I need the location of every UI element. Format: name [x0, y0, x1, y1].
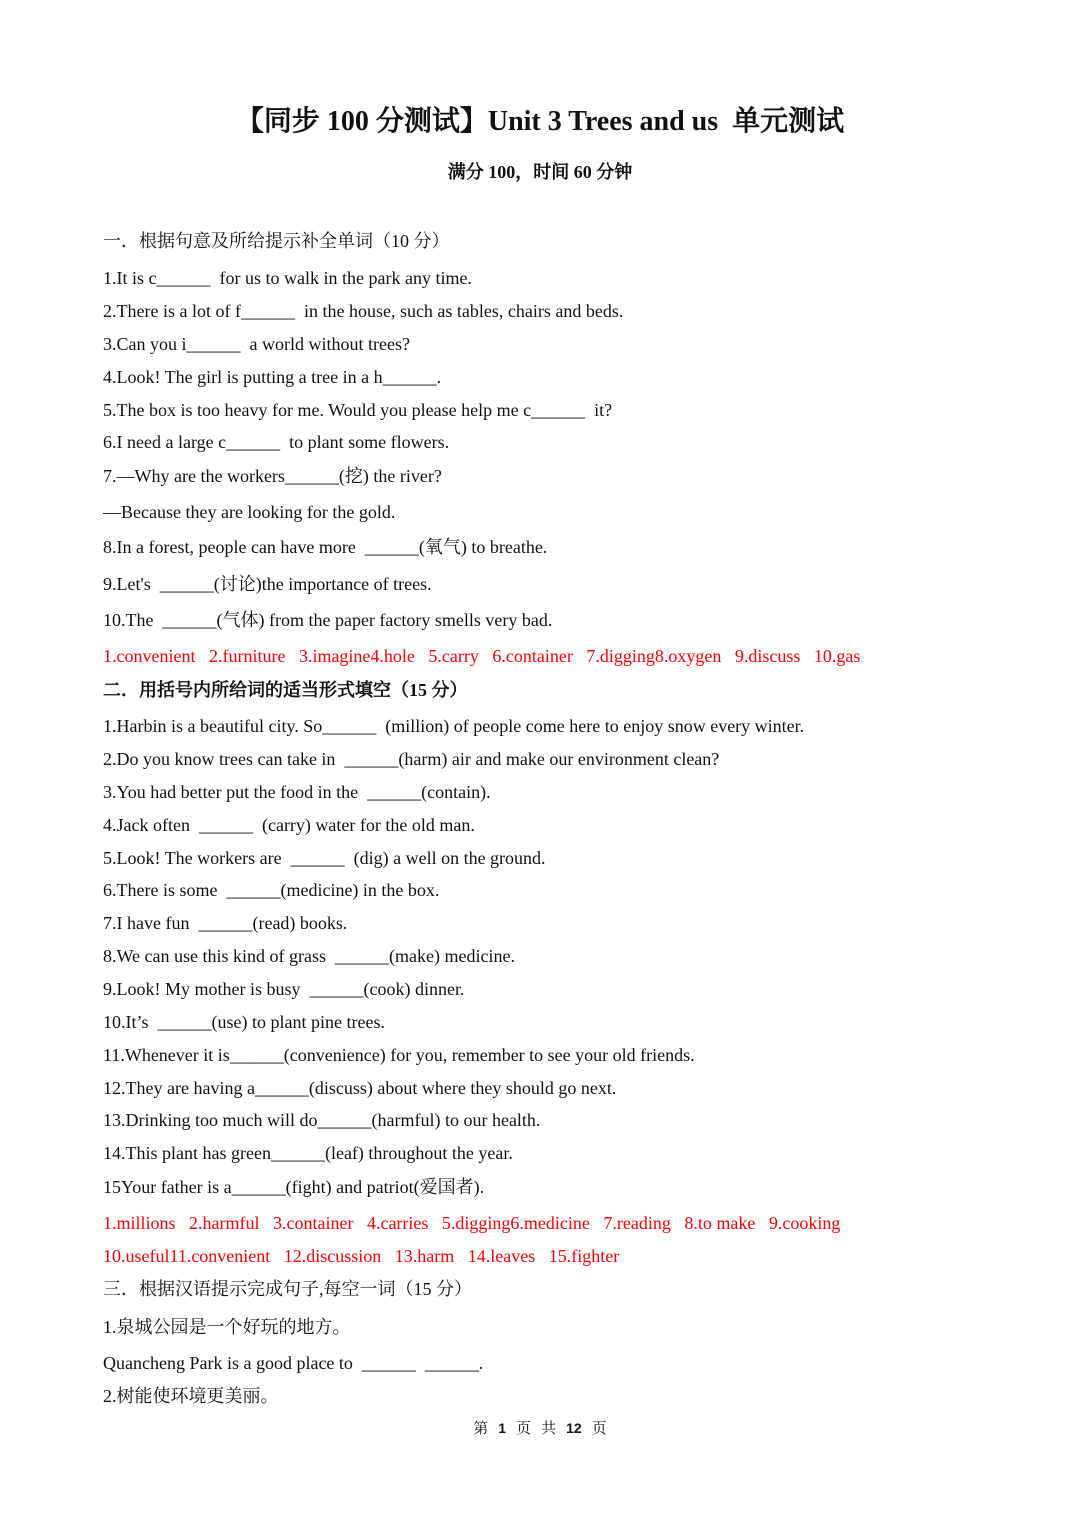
current-page-number: 1 [498, 1420, 507, 1436]
question-line: 2.There is a lot of f______ in the house, such as tables, chairs and beds. [103, 301, 624, 321]
question-line: 7.—Why are the workers______(挖) the river? [103, 466, 442, 486]
question-line: 8.We can use this kind of grass ______(make) medicine. [103, 946, 515, 966]
question-line: 12.They are having a______(discuss) about where they should go next. [103, 1078, 617, 1098]
section-heading-3: 三．根据汉语提示完成句子,每空一词（15 分） [103, 1279, 472, 1299]
section-heading-2: 二．用括号内所给词的适当形式填空（15 分） [103, 680, 468, 700]
question-line: 11.Whenever it is______(convenience) for you, remember to see your old friends. [103, 1045, 695, 1065]
footer-suffix: 页 [591, 1421, 607, 1437]
question-line: 1.It is c______ for us to walk in the park any time. [103, 268, 472, 288]
question-line: 4.Look! The girl is putting a tree in a h______. [103, 367, 442, 387]
page-title: 【同步 100 分测试】Unit 3 Trees and us 单元测试 [235, 106, 845, 137]
page-footer [0, 1418, 1080, 1439]
answer-key: 1.millions 2.harmful 3.container 4.carries 5.digging6.medicine 7.reading 8.to make 9.cooking [103, 1213, 841, 1233]
question-line: —Because they are looking for the gold. [103, 502, 396, 522]
question-line: Quancheng Park is a good place to ______ ______. [103, 1353, 484, 1373]
question-line: 13.Drinking too much will do______(harmful) to our health. [103, 1110, 541, 1130]
question-line: 5.Look! The workers are ______ (dig) a well on the ground. [103, 848, 546, 868]
footer-prefix: 第 [473, 1421, 489, 1437]
question-line: 1.泉城公园是一个好玩的地方。 [103, 1317, 351, 1337]
question-line: 10.It’s ______(use) to plant pine trees. [103, 1012, 385, 1032]
question-line: 9.Let's ______(讨论)the importance of trees. [103, 574, 432, 594]
question-line: 3.You had better put the food in the ______(contain). [103, 782, 491, 802]
question-line: 6.I need a large c______ to plant some flowers. [103, 432, 450, 452]
question-line: 1.Harbin is a beautiful city. So______ (million) of people come here to enjoy snow every winter. [103, 716, 805, 736]
page-subtitle: 满分 100，时间 60 分钟 [447, 162, 633, 182]
question-line: 6.There is some ______(medicine) in the box. [103, 880, 440, 900]
question-line: 3.Can you i______ a world without trees? [103, 334, 410, 354]
footer-total-word: 共 [541, 1421, 557, 1437]
question-line: 2.Do you know trees can take in ______(harm) air and make our environment clean? [103, 749, 720, 769]
question-line: 2.树能使环境更美丽。 [103, 1386, 279, 1406]
section-heading-1: 一．根据句意及所给提示补全单词（10 分） [103, 231, 450, 251]
question-line: 15Your father is a______(fight) and patriot(爱国者). [103, 1177, 485, 1197]
question-line: 5.The box is too heavy for me. Would you please help me c______ it? [103, 400, 613, 420]
answer-key: 1.convenient 2.furniture 3.imagine4.hole 5.carry 6.container 7.digging8.oxygen 9.discuss 10.gas [103, 646, 861, 666]
question-line: 14.This plant has green______(leaf) throughout the year. [103, 1143, 513, 1163]
question-line: 10.The ______(气体) from the paper factory smells very bad. [103, 610, 553, 630]
footer-page-word: 页 [516, 1421, 532, 1437]
answer-key: 10.useful11.convenient 12.discussion 13.harm 14.leaves 15.fighter [103, 1246, 620, 1266]
question-line: 7.I have fun ______(read) books. [103, 913, 348, 933]
question-line: 9.Look! My mother is busy ______(cook) dinner. [103, 979, 465, 999]
question-line: 8.In a forest, people can have more ______(氧气) to breathe. [103, 537, 548, 557]
question-line: 4.Jack often ______ (carry) water for the old man. [103, 815, 475, 835]
total-pages-number: 12 [566, 1420, 582, 1436]
